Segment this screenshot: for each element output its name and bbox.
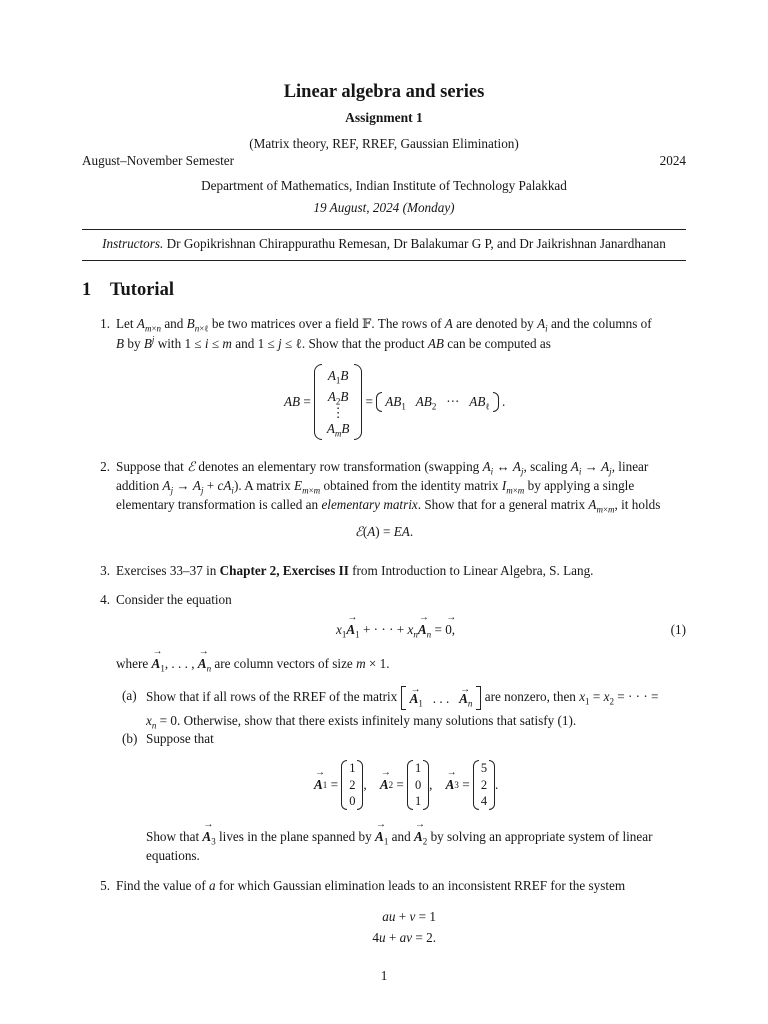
- problem-2-number: 2.: [100, 459, 110, 474]
- problem-4-number: 4.: [100, 592, 110, 607]
- top-rule: [82, 229, 686, 230]
- equation-1: $x_1\to A_1$ + · · · + $x_n\to A_n$ = → 0,: [336, 620, 455, 639]
- section-title: Tutorial: [109, 280, 174, 300]
- equation-product-ab: AB = $A_1B$ $A_2B$ ⋮ $A_mB$ = $AB_1$ $AB_2$ ··· $AB_\ell$ .: [284, 364, 505, 440]
- date-line: 19 August, 2024 (Monday): [313, 200, 455, 215]
- vector-a1-entry-1: 1: [349, 761, 356, 775]
- subproblem-b-label: (b): [122, 731, 138, 746]
- problem-4-intro: Consider the equation: [116, 592, 232, 607]
- instructors-line: [82, 234, 686, 253]
- assignment-label: Assignment 1: [345, 110, 423, 125]
- subproblem-a-text: Show that if all rows of the RREF of the matrix → $A_1$ . . . → $A_n$ are nonzero, then $x_1 = x_2$ = · · · = $x_n = 0$. Otherwise, show that there exists infinitely many solutions that satisfy (1).: [146, 686, 691, 731]
- problem-1-text: Let $A_{m\times n}$ and $B_{n\times\ell}$ be two matrices over a field 𝔽. The rows of A are denoted by $A_i$ and the columns of B by $B^j$ with 1 ≤ i ≤ m and 1 ≤ j ≤ ℓ. Show that the product AB can be computed as: [116, 316, 652, 352]
- instructors-names: Dr Gopikrishnan Chirappurathu Remesan, Dr Balakumar G P, and Dr Jaikrishnan Janardhanan: [166, 236, 666, 251]
- instructors-label: Instructors.: [102, 236, 164, 251]
- equation-elementary: ℰ(A) = EA.: [354, 524, 414, 539]
- vector-a3-entry-3: 4: [480, 794, 488, 808]
- problem-5-text: Find the value of a for which Gaussian elimination leads to an inconsistent RREF for the system: [116, 878, 626, 893]
- vector-a2-entry-1: 1: [415, 761, 422, 775]
- system-of-equations: au + v = 1 4u + av = 2.: [372, 909, 436, 945]
- subproblem-a-label: (a): [122, 688, 137, 703]
- year-label: 2024: [659, 153, 686, 168]
- vector-a3-entry-1: 5: [480, 761, 488, 775]
- document-title: Linear algebra and series: [283, 82, 485, 102]
- problem-4-where: where → $A_1$, . . . , → $A_n$ are column vectors of size m × 1.: [116, 654, 691, 673]
- vector-a2-entry-3: 1: [415, 794, 422, 808]
- department-line: Department of Mathematics, Indian Institute of Technology Palakkad: [201, 178, 567, 193]
- subproblem-b-intro: Suppose that: [146, 731, 214, 746]
- problem-3-text: Exercises 33–37 in Chapter 2, Exercises II from Introduction to Linear Algebra, S. Lang.: [116, 563, 594, 578]
- section-number: 1: [82, 280, 92, 300]
- problem-2-text: Suppose that ℰ denotes an elementary row transformation (swapping $A_i$ ↔ $A_j$, scaling $A_i \to A_j$, linear addition $A_j \to A_j + cA_i$). A matrix $E_{m\times m}$ obtained from the identity matrix $I_{m\times m}$ by applying a single elementary transformation is called an elementary matrix. Show that for a general matrix $A_{m\times m}$, it holds: [116, 459, 661, 515]
- vector-a3-entry-2: 2: [480, 777, 488, 792]
- bottom-rule: [82, 260, 686, 261]
- problem-1-number: 1.: [100, 316, 110, 331]
- topics-line: (Matrix theory, REF, RREF, Gaussian Elimination): [249, 136, 519, 151]
- problem-5-number: 5.: [100, 878, 110, 893]
- section-heading: [82, 277, 174, 304]
- vector-a2-entry-2: 0: [415, 777, 422, 792]
- page-number: 1: [380, 968, 388, 983]
- vector-a1-entry-2: 2: [349, 777, 356, 792]
- equation-1-number: (1): [670, 622, 686, 637]
- vector-a1-entry-3: 0: [349, 794, 356, 808]
- semester-label: August–November Semester: [82, 153, 234, 168]
- vectors-equation: → A 1 = 1 2 0 , → A 2 = 1 0 1 , → A 3 = 5 2 4 .: [314, 760, 498, 810]
- problem-3-number: 3.: [100, 563, 110, 578]
- subproblem-b-text: Show that → $A_3$ lives in the plane spanned by → $A_1$ and → $A_2$ by solving an appropriate system of linear equations.: [146, 827, 691, 865]
